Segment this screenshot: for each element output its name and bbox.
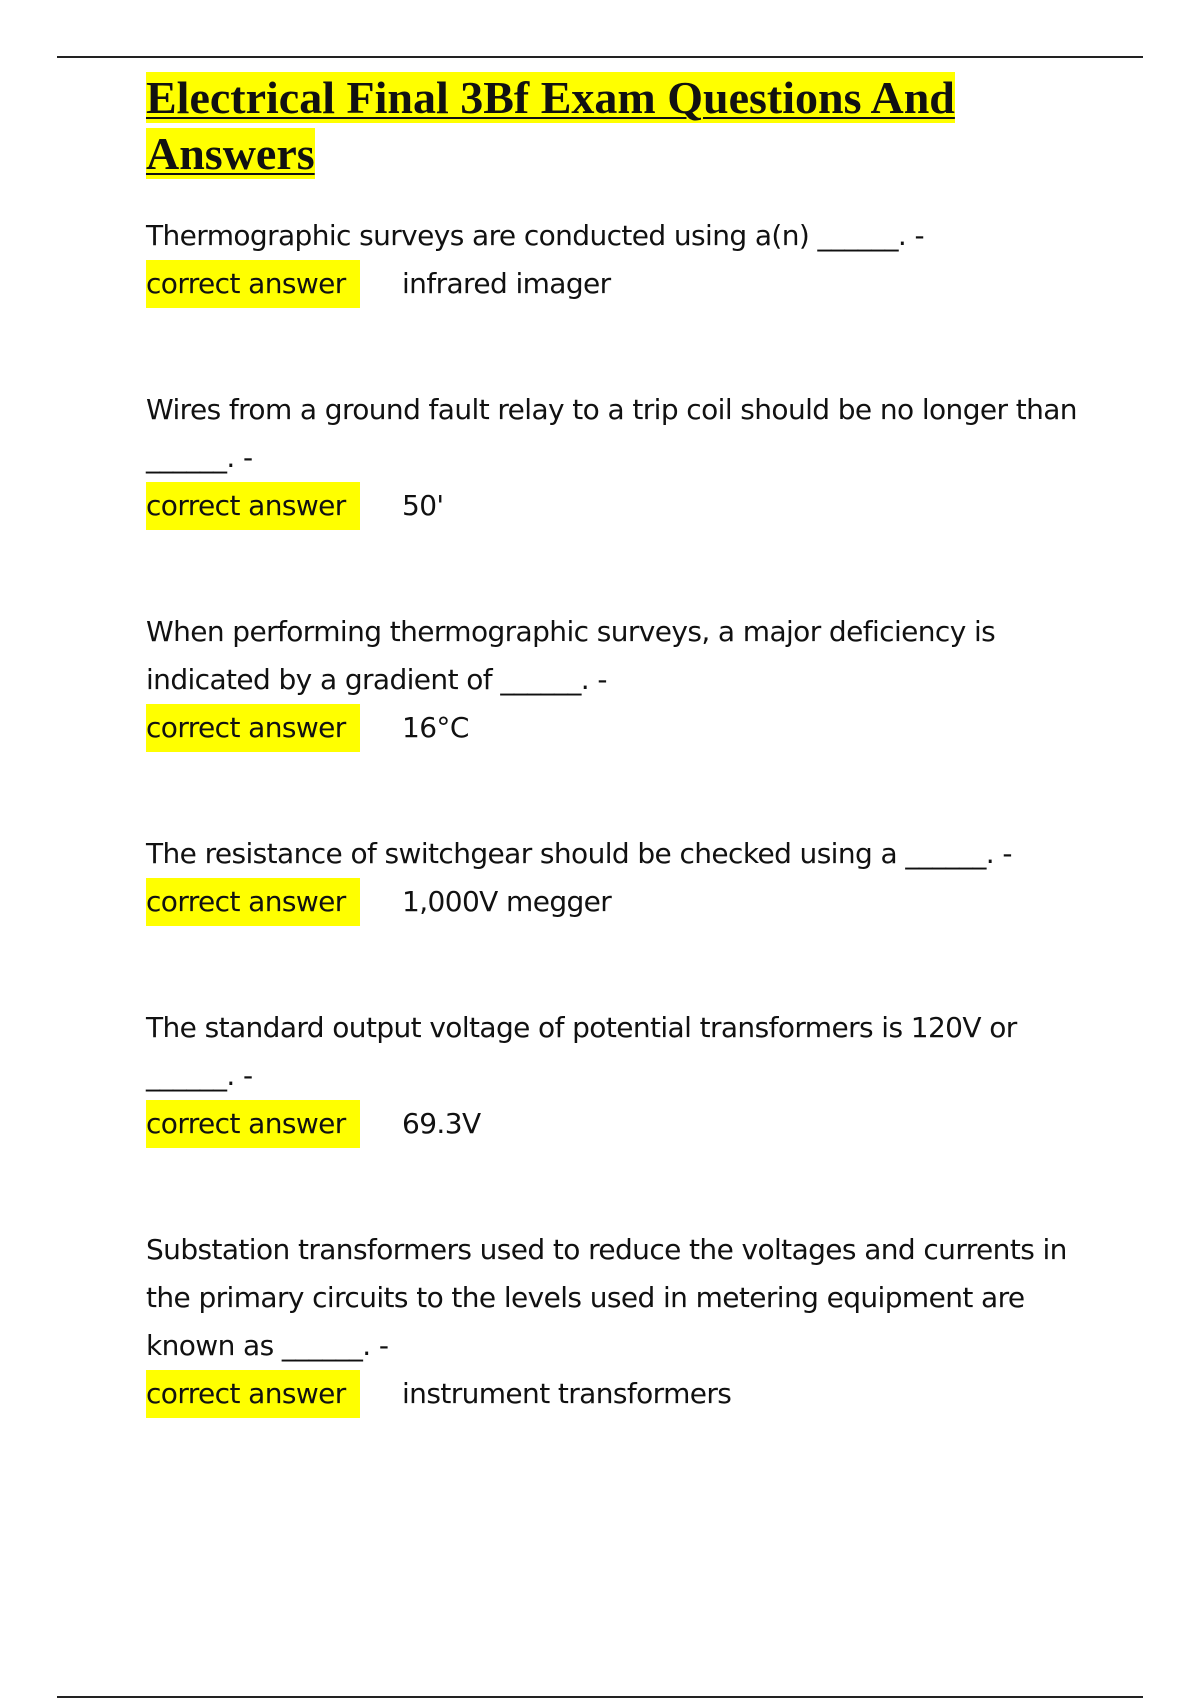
question-text: The standard output voltage of potential transformers is 120V or ______. - bbox=[146, 1011, 1017, 1092]
answer-row bbox=[146, 1100, 1106, 1148]
correct-answer-label: correct answer bbox=[146, 878, 360, 926]
bottom-rule bbox=[57, 1696, 1143, 1698]
answer-text: 50' bbox=[402, 489, 444, 522]
qa-item bbox=[146, 386, 1106, 530]
document-title-text: Electrical Final 3Bf Exam Questions And Answers bbox=[146, 72, 955, 179]
correct-answer-label: correct answer bbox=[146, 1370, 360, 1418]
question-text: Thermographic surveys are conducted using a(n) ______. - bbox=[146, 219, 924, 252]
qa-item bbox=[146, 608, 1106, 752]
answer-text: 69.3V bbox=[402, 1107, 481, 1140]
qa-item bbox=[146, 830, 1106, 926]
qa-item bbox=[146, 1004, 1106, 1148]
qa-item bbox=[146, 212, 1106, 308]
question-text: Wires from a ground fault relay to a trip coil should be no longer than ______. - bbox=[146, 393, 1077, 474]
document-title bbox=[146, 70, 1106, 182]
question-text: Substation transformers used to reduce the voltages and currents in the primary circuits to the levels used in metering equipment are known as ______. - bbox=[146, 1233, 1067, 1362]
question-text: When performing thermographic surveys, a major deficiency is indicated by a gradient of ______. - bbox=[146, 615, 996, 696]
document-body bbox=[146, 70, 1106, 1496]
qa-list bbox=[146, 212, 1106, 1418]
answer-text: infrared imager bbox=[402, 267, 611, 300]
answer-text: instrument transformers bbox=[402, 1377, 732, 1410]
answer-row bbox=[146, 482, 1106, 530]
answer-text: 1,000V megger bbox=[402, 885, 612, 918]
question-text: The resistance of switchgear should be checked using a ______. - bbox=[146, 837, 1012, 870]
qa-item bbox=[146, 1226, 1106, 1418]
answer-row bbox=[146, 704, 1106, 752]
correct-answer-label: correct answer bbox=[146, 1100, 360, 1148]
correct-answer-label: correct answer bbox=[146, 260, 360, 308]
answer-row bbox=[146, 878, 1106, 926]
correct-answer-label: correct answer bbox=[146, 482, 360, 530]
answer-row bbox=[146, 260, 1106, 308]
top-rule bbox=[57, 56, 1143, 58]
correct-answer-label: correct answer bbox=[146, 704, 360, 752]
answer-row bbox=[146, 1370, 1106, 1418]
answer-text: 16°C bbox=[402, 711, 469, 744]
